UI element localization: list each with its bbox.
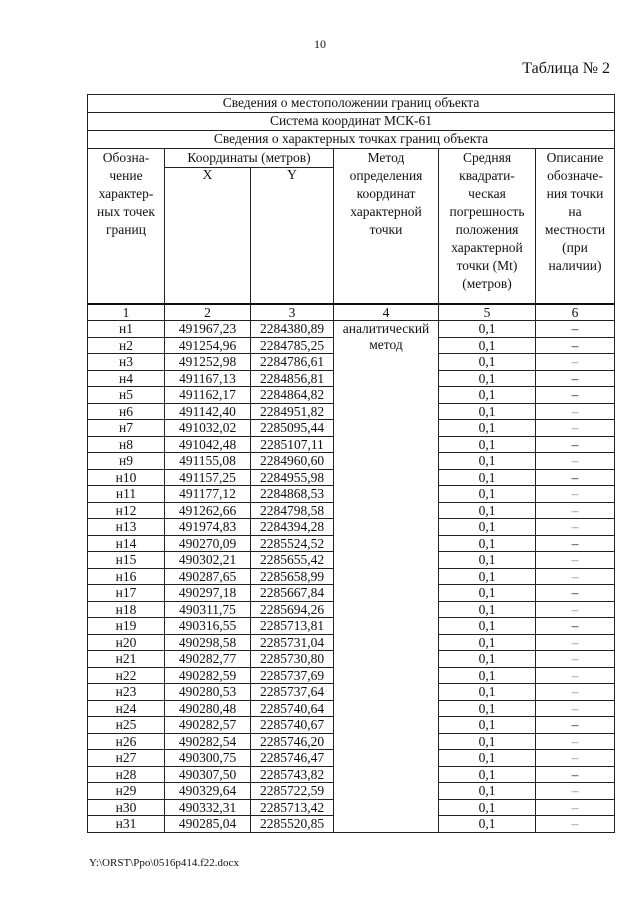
header-designation-line: ных точек bbox=[97, 204, 155, 219]
footer-file-path: Y:\ORST\Ppo\0516p414.f22.docx bbox=[89, 857, 239, 869]
header-description-line: ния точки bbox=[546, 186, 604, 201]
coord-y: 2285737,64 bbox=[251, 684, 334, 701]
accuracy-mt: 0,1 bbox=[439, 387, 536, 404]
column-numbers-row bbox=[88, 304, 615, 321]
point-designation: н2 bbox=[88, 337, 165, 354]
header-description-line: (при bbox=[562, 240, 588, 255]
accuracy-mt: 0,1 bbox=[439, 667, 536, 684]
header-description-line: местности bbox=[544, 222, 606, 237]
point-designation: н4 bbox=[88, 370, 165, 387]
accuracy-mt: 0,1 bbox=[439, 585, 536, 602]
coord-x: 490298,58 bbox=[165, 634, 251, 651]
coord-y: 2284868,53 bbox=[251, 486, 334, 503]
description: – bbox=[536, 651, 615, 668]
header-designation-line: границ bbox=[106, 222, 146, 237]
accuracy-mt: 0,1 bbox=[439, 502, 536, 519]
header-accuracy bbox=[439, 149, 536, 305]
description: – bbox=[536, 733, 615, 750]
header-coordinates: Координаты (метров) bbox=[165, 149, 334, 168]
point-designation: н20 bbox=[88, 634, 165, 651]
coord-x: 490332,31 bbox=[165, 799, 251, 816]
point-designation: н3 bbox=[88, 354, 165, 371]
header-y: Y bbox=[251, 168, 334, 182]
header-accuracy-line: Средняя bbox=[462, 150, 512, 165]
coord-y: 2285713,42 bbox=[251, 799, 334, 816]
coord-x: 491967,23 bbox=[165, 321, 251, 338]
accuracy-mt: 0,1 bbox=[439, 618, 536, 635]
accuracy-mt: 0,1 bbox=[439, 403, 536, 420]
coord-x: 491167,13 bbox=[165, 370, 251, 387]
header-x: X bbox=[165, 168, 251, 182]
description: – bbox=[536, 618, 615, 635]
point-designation: н19 bbox=[88, 618, 165, 635]
point-designation: н26 bbox=[88, 733, 165, 750]
description: – bbox=[536, 321, 615, 338]
point-designation: н16 bbox=[88, 568, 165, 585]
point-designation: н11 bbox=[88, 486, 165, 503]
description: – bbox=[536, 519, 615, 536]
accuracy-mt: 0,1 bbox=[439, 634, 536, 651]
accuracy-mt: 0,1 bbox=[439, 436, 536, 453]
point-designation: н7 bbox=[88, 420, 165, 437]
header-description-line: обозначе- bbox=[547, 168, 603, 183]
coord-y: 2285743,82 bbox=[251, 766, 334, 783]
coord-x: 491042,48 bbox=[165, 436, 251, 453]
description: – bbox=[536, 717, 615, 734]
description: – bbox=[536, 816, 615, 833]
description: – bbox=[536, 667, 615, 684]
coord-y: 2285694,26 bbox=[251, 601, 334, 618]
description: – bbox=[536, 370, 615, 387]
coord-y: 2284856,81 bbox=[251, 370, 334, 387]
column-number: 3 bbox=[251, 304, 334, 321]
table-heading-coord-system: Система координат МСК-61 bbox=[88, 113, 615, 131]
point-designation: н28 bbox=[88, 766, 165, 783]
header-accuracy-line: квадрати- bbox=[459, 168, 515, 183]
coord-x: 490280,48 bbox=[165, 700, 251, 717]
point-designation: н31 bbox=[88, 816, 165, 833]
header-description-line: Описание bbox=[546, 150, 604, 165]
description: – bbox=[536, 502, 615, 519]
point-designation: н10 bbox=[88, 469, 165, 486]
coord-y: 2285740,67 bbox=[251, 717, 334, 734]
coord-x: 491254,96 bbox=[165, 337, 251, 354]
coord-y: 2285655,42 bbox=[251, 552, 334, 569]
point-designation: н9 bbox=[88, 453, 165, 470]
accuracy-mt: 0,1 bbox=[439, 552, 536, 569]
point-designation: н5 bbox=[88, 387, 165, 404]
coord-x: 490329,64 bbox=[165, 783, 251, 800]
coord-y: 2284380,89 bbox=[251, 321, 334, 338]
coord-x: 490307,50 bbox=[165, 766, 251, 783]
coord-y: 2285658,99 bbox=[251, 568, 334, 585]
header-accuracy-line: ческая bbox=[468, 186, 506, 201]
point-designation: н23 bbox=[88, 684, 165, 701]
point-designation: н6 bbox=[88, 403, 165, 420]
coord-y: 2285107,11 bbox=[251, 436, 334, 453]
accuracy-mt: 0,1 bbox=[439, 568, 536, 585]
accuracy-mt: 0,1 bbox=[439, 799, 536, 816]
description: – bbox=[536, 535, 615, 552]
header-method bbox=[334, 149, 439, 305]
column-number: 4 bbox=[334, 304, 439, 321]
header-designation bbox=[88, 149, 165, 305]
point-designation: н1 bbox=[88, 321, 165, 338]
description: – bbox=[536, 436, 615, 453]
column-number: 6 bbox=[536, 304, 615, 321]
coord-y: 2285713,81 bbox=[251, 618, 334, 635]
point-designation: н8 bbox=[88, 436, 165, 453]
point-designation: н12 bbox=[88, 502, 165, 519]
coord-x: 491974,83 bbox=[165, 519, 251, 536]
table-heading-location: Сведения о местоположении границ объекта bbox=[88, 95, 615, 113]
accuracy-mt: 0,1 bbox=[439, 354, 536, 371]
coord-y: 2284394,28 bbox=[251, 519, 334, 536]
coord-x: 491157,25 bbox=[165, 469, 251, 486]
header-designation-line: чение bbox=[109, 168, 143, 183]
point-designation: н14 bbox=[88, 535, 165, 552]
method-line: метод bbox=[369, 336, 403, 352]
accuracy-mt: 0,1 bbox=[439, 700, 536, 717]
coord-x: 491032,02 bbox=[165, 420, 251, 437]
coord-y: 2284951,82 bbox=[251, 403, 334, 420]
accuracy-mt: 0,1 bbox=[439, 420, 536, 437]
point-designation: н18 bbox=[88, 601, 165, 618]
accuracy-mt: 0,1 bbox=[439, 519, 536, 536]
accuracy-mt: 0,1 bbox=[439, 370, 536, 387]
coord-x: 490282,59 bbox=[165, 667, 251, 684]
coord-x: 490287,65 bbox=[165, 568, 251, 585]
description: – bbox=[536, 403, 615, 420]
page-number: 10 bbox=[314, 37, 326, 51]
point-designation: н24 bbox=[88, 700, 165, 717]
description: – bbox=[536, 337, 615, 354]
description: – bbox=[536, 387, 615, 404]
header-method-line: характерной bbox=[350, 204, 422, 219]
coord-x: 490282,54 bbox=[165, 733, 251, 750]
coord-y: 2284864,82 bbox=[251, 387, 334, 404]
header-description-line: на bbox=[568, 204, 582, 219]
accuracy-mt: 0,1 bbox=[439, 453, 536, 470]
coord-y: 2285722,59 bbox=[251, 783, 334, 800]
coord-x: 491177,12 bbox=[165, 486, 251, 503]
accuracy-mt: 0,1 bbox=[439, 783, 536, 800]
point-designation: н22 bbox=[88, 667, 165, 684]
header-x-spacer bbox=[165, 181, 251, 304]
table-title: Таблица № 2 bbox=[522, 60, 610, 77]
point-designation: н17 bbox=[88, 585, 165, 602]
coord-y: 2285730,80 bbox=[251, 651, 334, 668]
accuracy-mt: 0,1 bbox=[439, 717, 536, 734]
point-designation: н29 bbox=[88, 783, 165, 800]
description: – bbox=[536, 568, 615, 585]
accuracy-mt: 0,1 bbox=[439, 684, 536, 701]
header-designation-line: характер- bbox=[98, 186, 154, 201]
coord-x: 490302,21 bbox=[165, 552, 251, 569]
description: – bbox=[536, 420, 615, 437]
coord-x: 491262,66 bbox=[165, 502, 251, 519]
description: – bbox=[536, 601, 615, 618]
column-number: 5 bbox=[439, 304, 536, 321]
coord-y: 2284798,58 bbox=[251, 502, 334, 519]
description: – bbox=[536, 766, 615, 783]
accuracy-mt: 0,1 bbox=[439, 486, 536, 503]
accuracy-mt: 0,1 bbox=[439, 535, 536, 552]
description: – bbox=[536, 453, 615, 470]
description: – bbox=[536, 552, 615, 569]
description: – bbox=[536, 750, 615, 767]
coord-y: 2285746,20 bbox=[251, 733, 334, 750]
header-description-line: наличии) bbox=[548, 258, 602, 273]
header-accuracy-line: характерной bbox=[451, 240, 523, 255]
accuracy-mt: 0,1 bbox=[439, 321, 536, 338]
column-number: 2 bbox=[165, 304, 251, 321]
description: – bbox=[536, 783, 615, 800]
column-number: 1 bbox=[88, 304, 165, 321]
coord-y: 2285737,69 bbox=[251, 667, 334, 684]
coord-x: 490282,77 bbox=[165, 651, 251, 668]
coord-y: 2284785,25 bbox=[251, 337, 334, 354]
coord-x: 490270,09 bbox=[165, 535, 251, 552]
point-designation: н30 bbox=[88, 799, 165, 816]
description: – bbox=[536, 486, 615, 503]
coord-y: 2285520,85 bbox=[251, 816, 334, 833]
coord-y: 2285731,04 bbox=[251, 634, 334, 651]
coord-y: 2285524,52 bbox=[251, 535, 334, 552]
point-designation: н27 bbox=[88, 750, 165, 767]
coord-y: 2285740,64 bbox=[251, 700, 334, 717]
header-designation-line: Обозна- bbox=[102, 150, 150, 165]
coord-y: 2285667,84 bbox=[251, 585, 334, 602]
coord-y: 2284786,61 bbox=[251, 354, 334, 371]
header-y-spacer bbox=[251, 181, 334, 304]
accuracy-mt: 0,1 bbox=[439, 816, 536, 833]
coord-x: 491162,17 bbox=[165, 387, 251, 404]
header-method-line: Метод bbox=[367, 150, 405, 165]
coord-x: 490316,55 bbox=[165, 618, 251, 635]
accuracy-mt: 0,1 bbox=[439, 601, 536, 618]
accuracy-mt: 0,1 bbox=[439, 337, 536, 354]
accuracy-mt: 0,1 bbox=[439, 469, 536, 486]
table-heading-points: Сведения о характерных точках границ объекта bbox=[88, 131, 615, 149]
point-designation: н13 bbox=[88, 519, 165, 536]
coord-y: 2284955,98 bbox=[251, 469, 334, 486]
table-row bbox=[88, 321, 615, 338]
header-method-line: точки bbox=[369, 222, 403, 237]
description: – bbox=[536, 585, 615, 602]
header-method-line: координат bbox=[356, 186, 416, 201]
accuracy-mt: 0,1 bbox=[439, 750, 536, 767]
coord-y: 2285095,44 bbox=[251, 420, 334, 437]
description: – bbox=[536, 799, 615, 816]
coord-x: 490282,57 bbox=[165, 717, 251, 734]
coord-x: 490285,04 bbox=[165, 816, 251, 833]
description: – bbox=[536, 700, 615, 717]
point-designation: н25 bbox=[88, 717, 165, 734]
coord-x: 490300,75 bbox=[165, 750, 251, 767]
coord-x: 491142,40 bbox=[165, 403, 251, 420]
accuracy-mt: 0,1 bbox=[439, 651, 536, 668]
point-designation: н15 bbox=[88, 552, 165, 569]
coord-y: 2285746,47 bbox=[251, 750, 334, 767]
coord-x: 491155,08 bbox=[165, 453, 251, 470]
boundary-points-table bbox=[87, 94, 615, 833]
description: – bbox=[536, 684, 615, 701]
header-description bbox=[536, 149, 615, 305]
header-accuracy-line: погрешность bbox=[449, 204, 525, 219]
point-designation: н21 bbox=[88, 651, 165, 668]
coord-x: 490311,75 bbox=[165, 601, 251, 618]
header-accuracy-line: положения bbox=[455, 222, 519, 237]
method-cell bbox=[334, 321, 439, 833]
header-method-line: определения bbox=[349, 168, 423, 183]
coord-x: 491252,98 bbox=[165, 354, 251, 371]
description: – bbox=[536, 354, 615, 371]
coord-x: 490280,53 bbox=[165, 684, 251, 701]
coord-x: 490297,18 bbox=[165, 585, 251, 602]
method-line: аналитический bbox=[342, 321, 430, 336]
header-accuracy-line: (метров) bbox=[462, 276, 512, 291]
coord-y: 2284960,60 bbox=[251, 453, 334, 470]
accuracy-mt: 0,1 bbox=[439, 766, 536, 783]
description: – bbox=[536, 469, 615, 486]
header-accuracy-line: точки (Mt) bbox=[456, 258, 518, 273]
description: – bbox=[536, 634, 615, 651]
accuracy-mt: 0,1 bbox=[439, 733, 536, 750]
